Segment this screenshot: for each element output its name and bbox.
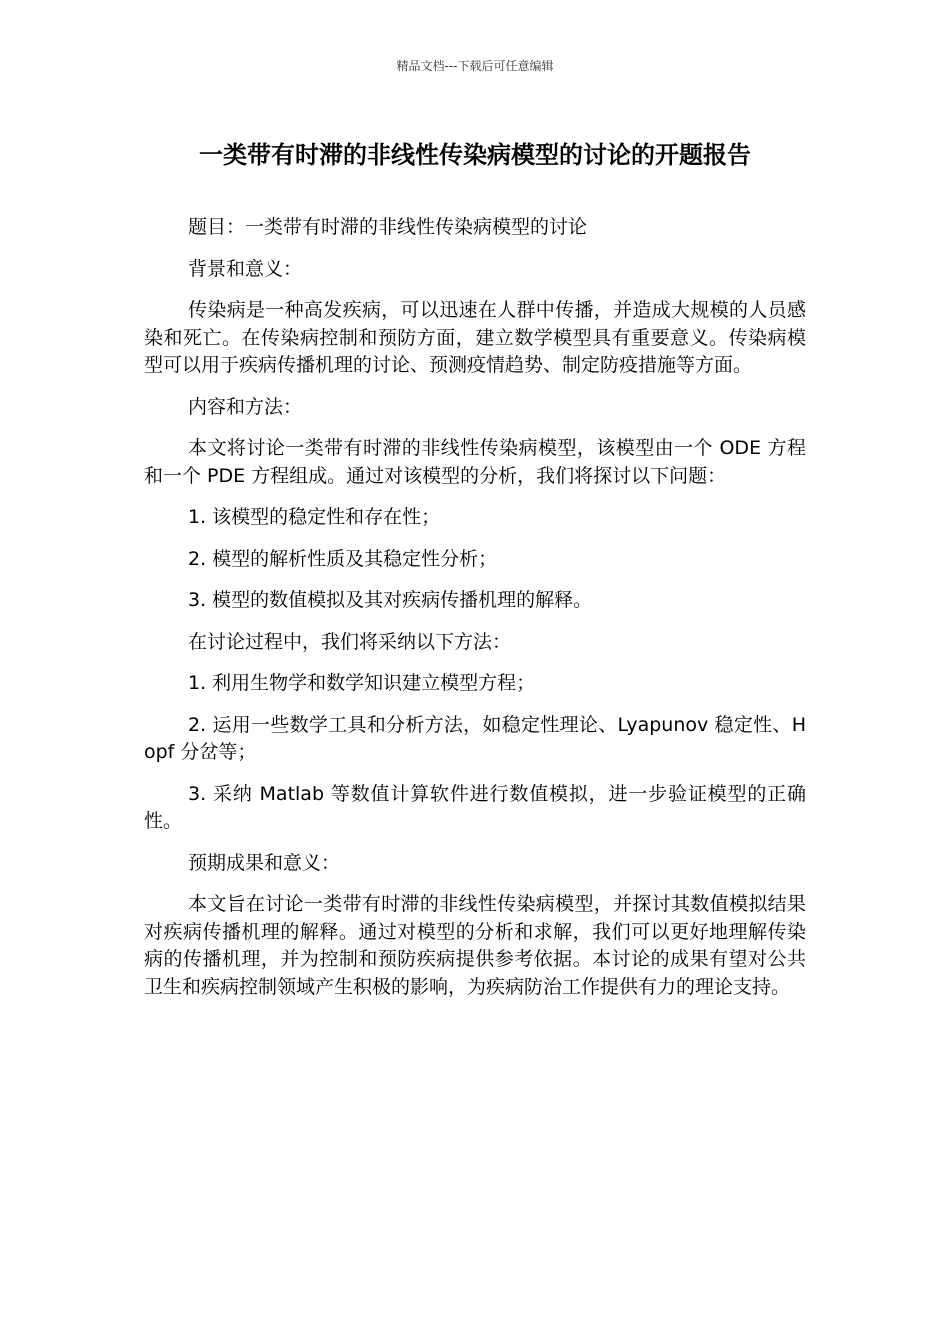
question-item-3: 3. 模型的数值模拟及其对疾病传播机理的解释。 bbox=[188, 589, 593, 611]
expected-results-paragraph: 本文旨在讨论一类带有时滞的非线性传染病模型，并探讨其数值模拟结果对疾病传播机理的解释。通过对模型的分析和求解，我们可以更好地理解传染病的传播机理，并为控制和预防疾病提供参考依据。本讨论的成果有望对公共卫生和疾病控制领域产生积极的影响，为疾病防治工作提供有力的理论支持。 bbox=[144, 893, 806, 998]
section-heading-content-method: 内容和方法： bbox=[188, 395, 303, 418]
question-item-1: 1. 该模型的稳定性和存在性； bbox=[188, 506, 441, 528]
method-item-3: 3. 采纳 Matlab 等数值计算软件进行数值模拟，进一步验证模型的正确性。 bbox=[144, 782, 806, 832]
header-note: 精品文档---下载后可任意编辑 bbox=[396, 59, 554, 73]
topic-line: 题目：一类带有时滞的非线性传染病模型的讨论 bbox=[188, 216, 588, 238]
document-body bbox=[144, 214, 806, 1015]
section-heading-expected-results: 预期成果和意义： bbox=[188, 851, 341, 874]
background-paragraph: 传染病是一种高发疾病，可以迅速在人群中传播，并造成大规模的人员感染和死亡。在传染病控制和预防方面，建立数学模型具有重要意义。传染病模型可以用于疾病传播机理的讨论、预测疫情趋势、制定防疫措施等方面。 bbox=[144, 299, 806, 376]
method-item-2: 2. 运用一些数学工具和分析方法，如稳定性理论、Lyapunov 稳定性、Hopf 分岔等； bbox=[144, 713, 806, 763]
methods-intro: 在讨论过程中，我们将采纳以下方法： bbox=[188, 630, 512, 653]
section-heading-background: 背景和意义： bbox=[188, 257, 303, 280]
method-item-1: 1. 利用生物学和数学知识建立模型方程； bbox=[188, 672, 536, 694]
question-item-2: 2. 模型的解析性质及其稳定性分析； bbox=[188, 547, 498, 570]
content-paragraph: 本文将讨论一类带有时滞的非线性传染病模型，该模型由一个 ODE 方程和一个 PDE 方程组成。通过对该模型的分析，我们将探讨以下问题： bbox=[144, 437, 806, 487]
document-title: 一类带有时滞的非线性传染病模型的讨论的开题报告 bbox=[199, 141, 751, 169]
